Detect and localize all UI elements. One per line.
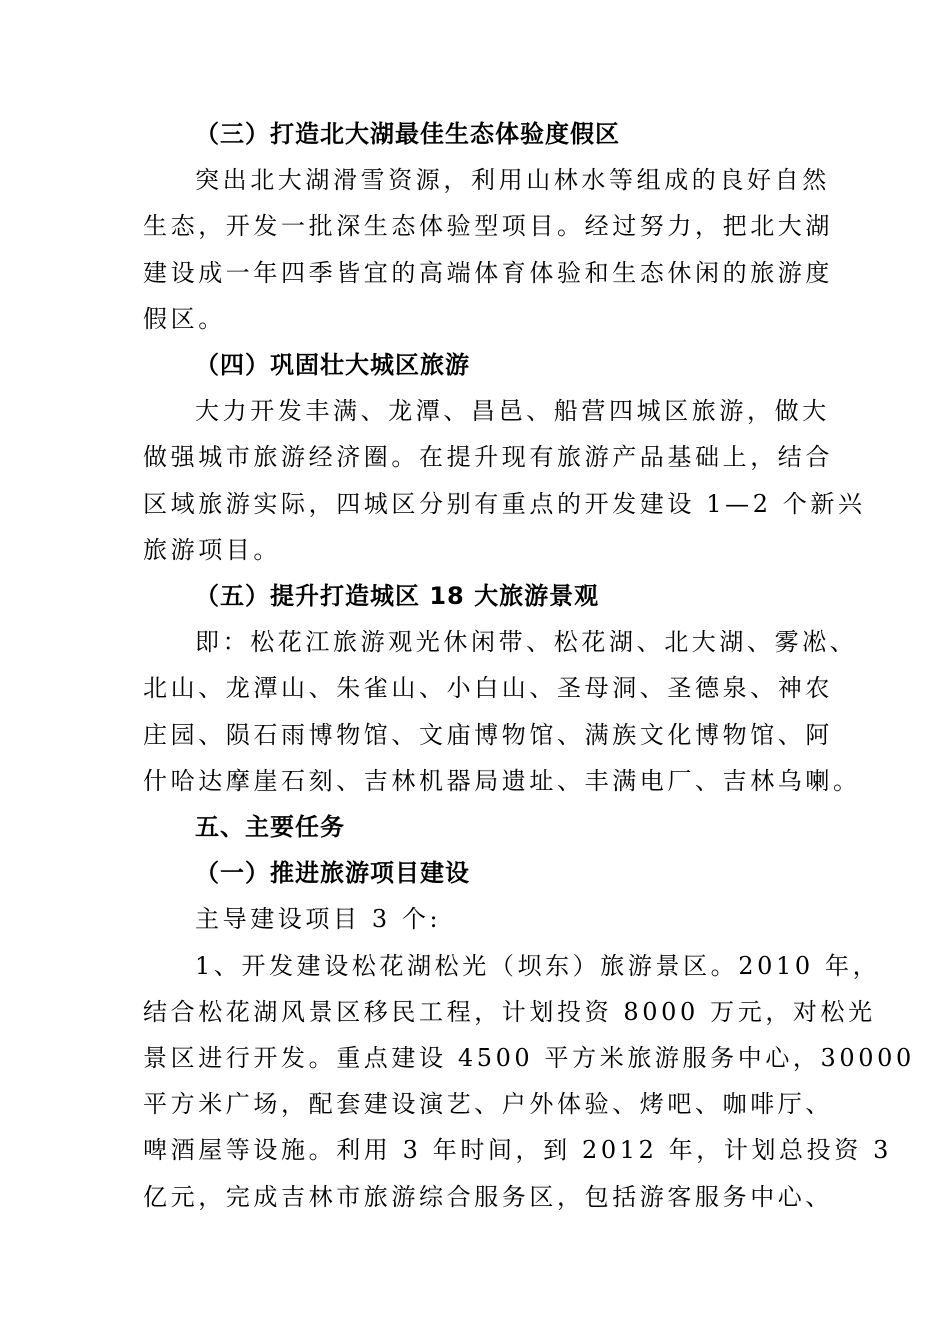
- paragraph-line: 假区。: [143, 304, 226, 333]
- paragraph-line: 北山、龙潭山、朱雀山、小白山、圣母洞、圣德泉、神农: [143, 674, 833, 703]
- section-heading: （四）巩固壮大城区旅游: [195, 351, 470, 379]
- section-heading: （五）提升打造城区 18 大旅游景观: [195, 582, 600, 610]
- paragraph-line: 庄园、陨石雨博物馆、文庙博物馆、满族文化博物馆、阿: [143, 720, 833, 749]
- paragraph-line: 生态，开发一批深生态体验型项目。经过努力，把北大湖: [143, 212, 833, 241]
- paragraph-line: 亿元，完成吉林市旅游综合服务区，包括游客服务中心、: [143, 1182, 833, 1211]
- paragraph-line: 建设成一年四季皆宜的高端体育体验和生态休闲的旅游度: [143, 258, 833, 287]
- paragraph-line: 什哈达摩崖石刻、吉林机器局遗址、丰满电厂、吉林乌喇。: [143, 766, 861, 795]
- paragraph-line: 大力开发丰满、龙潭、昌邑、船营四城区旅游，做大: [195, 397, 830, 426]
- section-heading: （三）打造北大湖最佳生态体验度假区: [195, 120, 620, 148]
- paragraph-line: 1、开发建设松花湖松光（坝东）旅游景区。2010 年，: [195, 951, 881, 980]
- section-heading: （一）推进旅游项目建设: [195, 859, 470, 888]
- paragraph-line: 即：松花江旅游观光休闲带、松花湖、北大湖、雾凇、: [195, 628, 858, 657]
- paragraph-line: 做强城市旅游经济圈。在提升现有旅游产品基础上，结合: [143, 443, 833, 472]
- paragraph-line: 区域旅游实际，四城区分别有重点的开发建设 1—2 个新兴: [143, 489, 866, 518]
- paragraph-line: 景区进行开发。重点建设 4500 平方米旅游服务中心，30000: [143, 1044, 915, 1072]
- section-heading: 五、主要任务: [195, 813, 345, 841]
- paragraph-line: 结合松花湖风景区移民工程，计划投资 8000 万元，对松光: [143, 997, 876, 1026]
- paragraph-line: 主导建设项目 3 个:: [195, 905, 442, 934]
- paragraph-line: 突出北大湖滑雪资源，利用山林水等组成的良好自然: [195, 166, 830, 195]
- paragraph-line: 平方米广场，配套建设演艺、户外体验、烤吧、咖啡厅、: [143, 1090, 833, 1119]
- paragraph-line: 啤酒屋等设施。利用 3 年时间，到 2012 年，计划总投资 3: [143, 1136, 892, 1165]
- paragraph-line: 旅游项目。: [143, 535, 281, 564]
